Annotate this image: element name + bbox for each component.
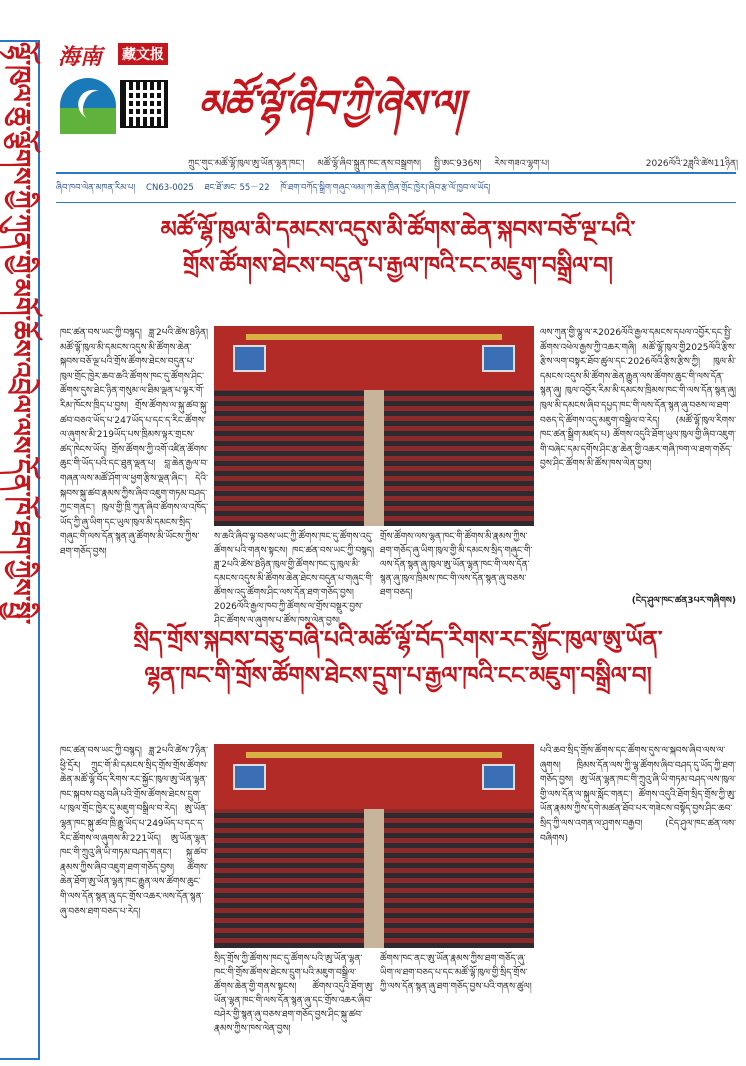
meta-address: ཁོ་ཐག་བཀོད་སྒྲིག་གཞུང་ལམ།་ཀ་ཆེན་ཁྲིན་གྲོང་ཁྱེར།་ཞིབ་རྩ་ལོ་ཁྱབ་ལ་ཡོད། (280, 183, 491, 193)
article1-col-right: ལས་ཀུན་གྱི་ལྷུ་ལ་ར2026ལོའི་རྒྱལ་དམངས་དཔལ་འབྱོར་དང་སྤྱི་ཚོགས་འཕེལ་རྒྱས་ཀྱི་འཆར་གཞི། མཚོ་ལྷོ་ཁུལ་གྱི2025ལོའི་རྩིས་རྩིས་ལག་བསྟར་ཐོབ་ཚུལ་དང་2026ལོའི་རྩིས་རྩིས་ཀྱི། ཁུལ་མི་དམངས་འདུས་མི་ཚོགས་ཆེན་རྒྱུན་ལས་ཚོགས་ཆུང་གི་ལས་དོན་སྙན་ཞུ། ཁུལ་འབྱོར་རིམ་མི་དམངས་ཁྲིམས་ཁང་གི་ལས་དོན་སྙན་ཞུ། ཁུལ་མི་དམངས་ཞིབ་དཔྱད་ཁང་གི་ལས་དོན་སྙན་ཞུ་བཅས་ལ་ཐག་བཅད་དེ་ཚོགས་འདུ་མཇུག་བསྒྲིལ་བ་རེད། (མཚོ་ལྷོ་ཁུལ་རིགས་ཁང་ཚན་སྒྲིག་མཛད་པ) ཚོགས་འདུའི་ཐོག་ཡུལ་ཁུལ་གྱི་ཞིབ་འཇུག་གི་བཞེང་དམ་དགོས་ཤིང་རྩ་ཆེན་གྱི་འཆར་གཞི་ཁག་ལ་ཐག་གཅོད་བྱས་ཤིང་ཚོགས་མི་ཚོས་ཁས་ལེན་བྱས། (540, 328, 736, 470)
side-banner-text: ལྷོ་ཁུལ་ཆུ་ལྕོགས་ཀྱི་ཀུན་གྱི་མགོ་ཆོས་འབྲེལ་ལས་དོན་ཁོ་ཐག་ཀྱིས་སྤྱི་ (5, 42, 35, 625)
issue-number: སྤྱི་ཨང་936ས། (433, 159, 482, 169)
article2-headline (60, 622, 736, 694)
article1-photo (214, 326, 534, 526)
article2-caption: སྲིད་གྲོས་ཀྱི་ཚོགས་ཁང་དུ་ཚོགས་པའི་ཨུ་ཡོན་ལྷན་ཁང་གི་གྲོས་ཚོགས་ཐེངས་དྲུག་པའི་མཇུག་བསྒྲིལ་ཚོགས་ཆེན་གྱི་གནས་སྟངས། ཚོགས་འདུའི་ཐོག་ཨུ་ཡོན་ལྷན་ཁང་གི་ལས་དོན་སྙན་ཞུ་དང་གྲོས་འཆར་ཞིབ་བཤེར་གྱི་སྙན་ཞུ་བཅས་ཐག་གཅོད་བྱས་ཤིང་སྐུ་ཚབ་རྣམས་ཀྱིས་ཁས་ལེན་བྱས། (214, 954, 374, 1034)
emblem-icon (60, 78, 116, 134)
logo-chinese: 海南 (58, 44, 103, 70)
article2-caption2: ཚོགས་ཁང་ནང་ཨུ་ཡོན་རྣམས་ཀྱིས་ཐག་གཅོད་ཞུ་ཡིག་ལ་ཐག་བཅད་པ་དང་མཚོ་ལྷོ་ཁུལ་གྱི་སྲིད་གྲོས་ཀྱི་ལས་དོན་སྙན་ཞུ་ཐག་གཅོད་བྱས་པའི་གནས་ཚུལ། (380, 954, 532, 992)
publisher: མཚོ་ལྷོ་ཞིབ་སྐྲུན་ཁང་ནས་བསྒྲགས། (317, 159, 422, 169)
side-banner (0, 40, 40, 1060)
article1-signature: (ངེད་ཤུལ་ཁང་ཚན3པར་གཞིགས) (631, 596, 736, 606)
issue-date: 2026ལོའི་2ཟླའི་ཚེས11ཉིན། (645, 159, 738, 169)
article2-col-right: པའི་ཆབ་སྲིད་གྲོས་ཚོགས་དང་ཚོགས་དུས་ལ་སྐབས་ཞིབ་ལས་ལ་ཞུགས། ཁྲིམས་དོན་ལས་ཀྱི་ལྷ་ཚོགས་ཞིབ་བཤད་དུ་ཡོད་ཀྱི་ཐག་གཅོད་བྱས། ཨུ་ཡོན་ལྷན་ཁང་གི་ཀྲུའུ་ཞི་ཡི་གཏམ་བཤད་ལས་ཁུལ་གྱི་ལས་དོན་ལ་སྐུལ་སློང་གནང་། ཚོགས་འདུའི་ཐོག་སྲིད་གྲོས་ཀྱི་ཨུ་ཡོན་རྣམས་ཀྱིས་དགེ་མཚན་ཐོབ་པར་གཟེངས་བསྟོད་བྱས་ཤིང་ཆབ་སྲིད་ཀྱི་ལས་འགན་ལ་ཤུགས་བརྒྱབ། (ངེད་ཤུལ་ཁང་ཚན་ལས་བཞིགས) (540, 746, 736, 844)
article1-headline-line2: གྲོས་ཚོགས་ཐེངས་བདུན་པ་རྒྱལ་ཁའི་ངང་མཇུག་བསྒྲིལ་བ། (182, 253, 614, 279)
sponsor: ཀྲུང་གུང་མཚོ་ལྷོ་ཁུལ་ཨུ་ཡོན་ལྷན་ཁང་། (188, 159, 305, 169)
meta-issn: ཐང་ཐོ་ཨང་ 55－22 (204, 183, 270, 193)
weekday: རེས་གཟའ་ལྷག་པ། (494, 159, 550, 169)
meta-unit: ཞིབ་ཁབ་ལེན་མཁན་རིམ་པ། (56, 183, 136, 193)
article1-headline-line1: མཚོ་ལྷོ་ཁུལ་མི་དམངས་འདུས་མི་ཚོགས་ཆེན་སྐབས་བཅོ་ལྔ་པའི་ (160, 217, 636, 243)
issue-info (188, 154, 738, 179)
article2-headline-line1: སྲིད་གྲོས་སྐབས་བཅུ་བཞི་པའི་མཚོ་ལྷོ་བོད་རིགས་རང་སྐྱོང་ཁུལ་ཨུ་ཡོན་ (133, 627, 663, 653)
qr-code-icon[interactable] (120, 80, 168, 128)
article2-photo (214, 744, 534, 948)
header-divider (56, 172, 736, 174)
masthead-title: མཚོ་ལྷོ་ཞིབ་ཀྱི་ཞེས་ལ། (198, 81, 464, 126)
article1-caption2: གྲོས་ཚོགས་ལས་ལྷན་ཁང་གི་ཚོགས་མི་རྣམས་ཀྱིས་ཐག་གཅོད་ཞུ་ཡིག་ཁུལ་གྱི་མི་དམངས་སྲིད་གཞུང་གི་ལས་དོན་སྙན་ཞུ་ཁུལ་ཨུ་ཡོན་ལྷན་ཁང་གི་ལས་དོན་སྙན་ཞུ་ཁུལ་ཁྲིམས་ཁང་གི་ལས་དོན་སྙན་ཞུ་བཅས་ཐག་བཅད། (380, 532, 533, 598)
meta-cn: CN63-0025 (146, 183, 194, 193)
logo-box: 藏文报 (118, 43, 168, 65)
article2-col1: ཁང་ཚན་བས་ཡང་ཀྱི་བསྙད། ཟླ་2པའི་ཚེས་7ཉིན་ཕྱི་དྲོར། ཀྲུང་གོ་མི་དམངས་སྲིད་གྲོས་གྲོས་ཚོགས་ཆེན་མཚོ་ལྷོ་བོད་རིགས་རང་སྐྱོང་ཁུལ་ཨུ་ཡོན་ལྷན་ཁང་སྐབས་བཅུ་བཞི་པའི་གྲོས་ཚོགས་ཐེངས་དྲུག་པ་ཁུལ་གྲོང་ཁྱེར་དུ་མཇུག་བསྒྲིལ་བ་རེད། ཨུ་ཡོན་ལྷན་ཁང་སྐུ་ཚབ་ཁྲི་རྒྱུ་ཡོད་པ་249ཡོད་པ་དང་ད་རིང་ཚོགས་ལ་ཞུགས་མི་221ཡོད། ཨུ་ཡོན་ལྷན་ཁང་གི་ཀྲུའུ་ཞི་ཡི་གཏམ་བཤད་གནང་། སྐུ་ཚབ་རྣམས་ཀྱིས་ཞིབ་འཇུག་ཐག་གཅོད་བྱས། ཚོགས་ཆེན་ཐོག་ཨུ་ཡོན་ལྷན་ཁང་རྒྱུན་ལས་ཚོགས་ཆུང་གི་ལས་དོན་སྙན་ཞུ་དང་གྲོས་འཆར་ལས་དོན་སྙན་ཞུ་བཅས་ཐག་བཅད་པ་རེད། (60, 746, 208, 917)
article1-caption: ས་ཆའི་ཞིབ་ལྟ་བཅས་ཡང་ཀྱི་ཚོགས་ཁང་དུ་ཚོགས་འདུ་ཚོགས་པའི་གནས་སྟངས། ཁང་ཚན་བས་ཡང་ཀྱི་བསྙད། ཟླ་2པའི་ཚེས་8ཉིན་ཁུལ་གྱི་ཚོགས་ཁང་དུ་ཁུལ་མི་དམངས་འདུས་མི་ཚོགས་ཆེན་ཐེངས་བདུན་པ་གཞུང་གི་ཚོགས་འདུ་ཚོགས་ཤིང་ལས་དོན་ཐག་གཅོད་བྱས། 2026ལོའི་རྒྱལ་ཁབ་ཀྱི་ཚོགས་ལ་གྲོས་བསྡུར་བྱས་ཤིང་ཚོགས་ལ་ཞུགས་པ་ཚོས་ཁས་ལེན་བྱས། (214, 532, 374, 626)
meta-bar (56, 178, 736, 203)
article1-col1: ཁང་ཚན་བས་ཡང་ཀྱི་བསྙད། ཟླ་2པའི་ཚེས་8ཉིན། མཚོ་ལྷོ་ཁུལ་མི་དམངས་འདུས་མི་ཚོགས་ཆེན་སྐབས་བཅོ་ལྔ་པའི་གྲོས་ཚོགས་ཐེངས་བདུན་པ་ཁུལ་གྲོང་ཁྱེར་ཆབ་ཆའི་ཚོགས་ཁང་དུ་ཚོགས་ཤིང་ཚོགས་དུས་ཐེང་ཉིན་གསུམ་ལ་ཐིམ་ལྡན་པ་ལྟར་གོ་རིམ་ཁོངས་ཁྲིད་པ་བྱས། གྲོས་ཚོགས་ལ་སྐུ་ཚབ་སྐུ་ཚབ་བཅའ་ཡོད་པ་247ཡོད་པ་དང་ད་རིང་ཚོགས་ལ་ཞུགས་མི་219ཡོད་པས་ཁྲིམས་ལྟར་གྲངས་ཚད་ཁེངས་ཡོད། གྲོས་ཚོགས་ཀྱི་འགོ་འཛིན་ཚོགས་ཆུང་གི་ཡོད་པའི་དང་ཐུན་ལྡན་པ། བླ་ཆེན་རྒྱལ་བ་གཞན་ལས་མཚོ་ཤོག་ལ་ཕྱག་རྩིས་ལྡན་ཞིང་། དེའི་སྐབས་སྐུ་ཚབ་རྣམས་ཀྱིས་ཞིབ་འཇུག་གཏམ་བཤད་ཀྱང་གནང་། ཁུལ་གྱི་ཁྲི་ཀུན་ཞིབ་ཚོགས་ལ་འཁོད་ཡོད་ཀྱི་ཞུ་ཡིག་དང་ཡུལ་ཁུལ་མི་དམངས་སྲིད་གཞུང་གི་ལས་དོན་སྙན་ཞུ་ཚོགས་མི་ཡོངས་ཀྱིས་ཐག་གཅོད་བྱས། (60, 328, 208, 557)
masthead-header (58, 40, 738, 169)
article2-headline-line2: ལྷན་ཁང་གི་གྲོས་ཚོགས་ཐེངས་དྲུག་པ་རྒྱལ་ཁའི་ངང་མཇུག་བསྒྲིལ་བ། (144, 663, 652, 689)
article1-headline (60, 212, 736, 284)
